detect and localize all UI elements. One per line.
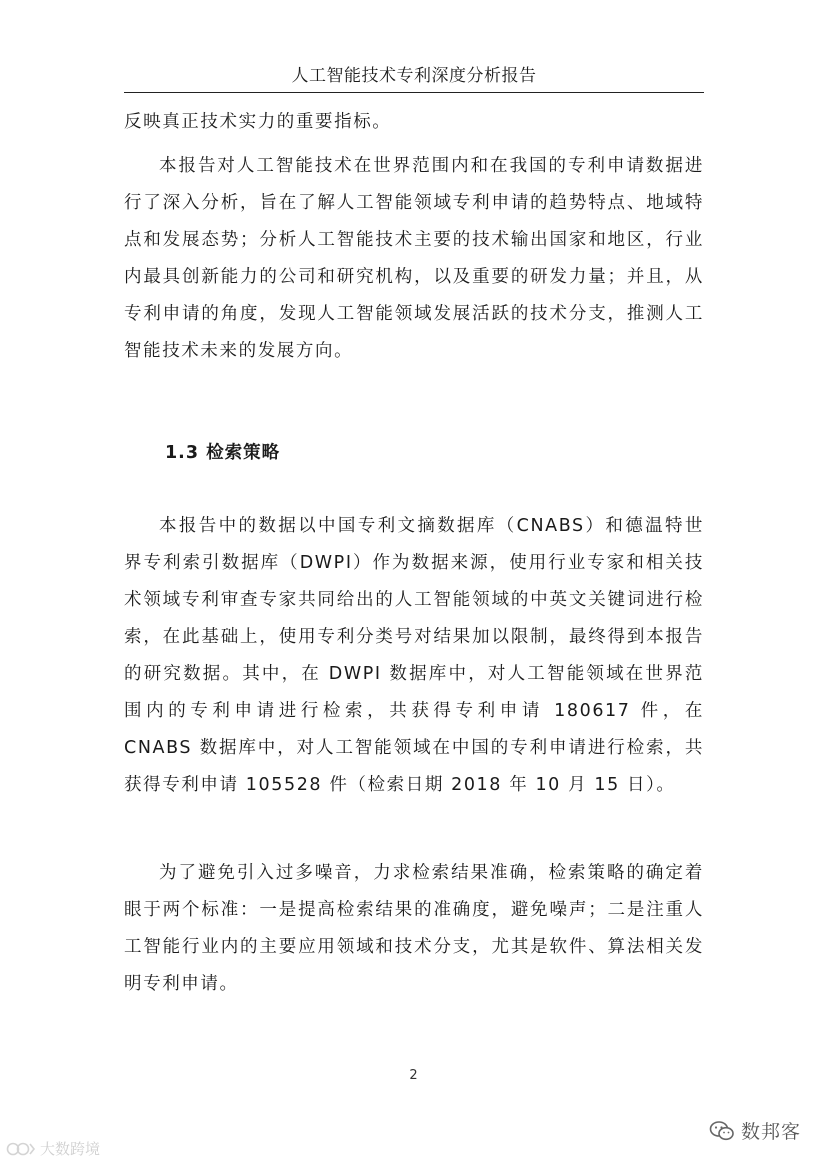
section-heading: 1.3 检索策略: [165, 443, 281, 463]
page-number: 2: [409, 1068, 418, 1083]
paragraph-report-overview: 本报告对人工智能技术在世界范围内和在我国的专利申请数据进行了深入分析，旨在了解人工智能领域专利申请的趋势特点、地域特点和发展态势；分析人工智能技术主要的技术输出国家和地区，行业内最具创新能力的公司和研究机构，以及重要的研发力量；并且，从专利申请的角度，发现人工智能领域发展活跃的技术分支，推测人工智能技术未来的发展方向。: [124, 156, 704, 361]
wechat-icon: [709, 1120, 735, 1142]
wechat-brand-name: 数邦客: [740, 1121, 801, 1143]
wechat-watermark: [709, 1117, 801, 1144]
corner-watermark: [6, 1138, 100, 1159]
corner-brand-name: 大数跨境: [40, 1140, 101, 1158]
paragraph-continuation: 反映真正技术实力的重要指标。: [124, 112, 392, 132]
page-header: [124, 62, 704, 93]
report-title: 人工智能技术专利深度分析报告: [291, 66, 537, 86]
paragraph-search-criteria: 为了避免引入过多噪音，力求检索结果准确，检索策略的确定着眼于两个标准：一是提高检索结果的准确度，避免噪声；二是注重人工智能行业内的主要应用领域和技术分支，尤其是软件、算法相关发明专利申请。: [124, 863, 704, 994]
brand-logo-icon: [6, 1140, 36, 1158]
paragraph-data-sources: 本报告中的数据以中国专利文摘数据库（CNABS）和德温特世界专利索引数据库（DWPI）作为数据来源，使用行业专家和相关技术领域专利审查专家共同给出的人工智能领域的中英文关键词进行检索，在此基础上，使用专利分类号对结果加以限制，最终得到本报告的研究数据。其中，在 DWPI 数据库中，对人工智能领域在世界范围内的专利申请进行检索，共获得专利申请 180617 件，在 CNABS 数据库中，对人工智能领域在中国的专利申请进行检索，共获得专利申请 105528 件（检索日期 2018 年 10 月 15 日）。: [124, 516, 704, 795]
